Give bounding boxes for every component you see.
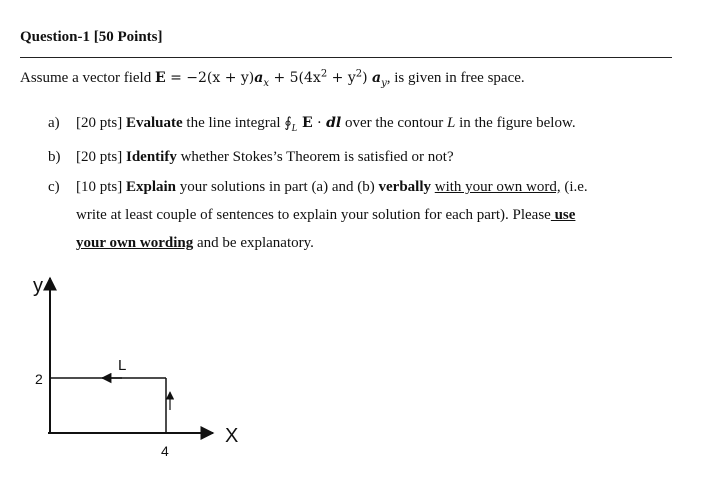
part-b-points: [20 pts] xyxy=(76,149,126,165)
part-a-text2: over the contour xyxy=(341,115,447,131)
contour-label: L xyxy=(118,357,127,374)
square-exponent-1: 2 xyxy=(320,68,328,80)
square-exponent-2: 2 xyxy=(355,68,363,80)
part-c xyxy=(48,179,588,196)
part-c-line3-text: and be explanatory. xyxy=(193,235,314,251)
field-expression-part4: ) xyxy=(362,70,373,86)
dot-operator: · xyxy=(312,115,327,131)
part-c-points: [10 pts] xyxy=(76,179,126,195)
field-expression-part1: = −2(x + y) xyxy=(165,70,255,86)
part-c-line3-emphasis: your own wording xyxy=(76,235,194,251)
part-c-underlined: with your own word, xyxy=(434,179,561,195)
integrand-E: E xyxy=(297,115,313,131)
part-b xyxy=(48,149,454,166)
x-axis-label: X xyxy=(225,425,239,447)
intro-suffix: , is given in free space. xyxy=(386,70,525,86)
part-a-label: a) xyxy=(48,115,60,131)
part-c-line3 xyxy=(76,235,314,252)
field-expression-part3: + y xyxy=(327,70,356,86)
unit-vector-x-sub: x xyxy=(263,77,269,89)
y-tick-label: 2 xyxy=(35,371,43,387)
field-symbol: E xyxy=(154,70,166,86)
part-c-label: c) xyxy=(48,179,60,195)
part-a-points: [20 pts] xyxy=(76,115,126,131)
line-integral-symbol: ∮ xyxy=(284,115,292,131)
intro-prefix: Assume a vector field xyxy=(20,70,155,86)
part-c-verb: Explain xyxy=(126,179,177,195)
part-c-text1: your solutions in part (a) and (b) xyxy=(176,179,379,195)
part-a xyxy=(48,115,576,132)
vector-field-expression xyxy=(154,68,387,89)
integrand-dl: dl xyxy=(326,115,342,131)
question-title: Question-1 [50 Points] xyxy=(20,29,163,45)
y-axis-label: y xyxy=(33,275,43,297)
contour-figure xyxy=(0,260,260,470)
unit-vector-x: a xyxy=(254,70,264,86)
line-integral-sub: L xyxy=(291,123,298,134)
title-divider xyxy=(20,57,672,58)
part-a-text1: the line integral xyxy=(182,115,285,131)
part-c-verb2: verbally xyxy=(378,179,431,195)
part-a-text3: in the figure below. xyxy=(455,115,576,131)
field-expression-part2: + 5(4x xyxy=(269,70,321,86)
unit-vector-y-sub: y xyxy=(381,77,387,89)
part-b-verb: Identify xyxy=(126,149,177,165)
x-tick-label: 4 xyxy=(161,443,169,459)
question-intro xyxy=(20,70,525,87)
part-c-line2-text: write at least couple of sentences to explain your solution for each part). Please xyxy=(76,207,551,223)
part-b-label: b) xyxy=(48,149,61,165)
part-c-line2-emphasis: use xyxy=(550,207,576,223)
unit-vector-y: a xyxy=(372,70,382,86)
part-b-text1: whether Stokes’s Theorem is satisfied or not? xyxy=(176,149,454,165)
part-c-line2 xyxy=(76,207,575,224)
part-c-text3: (i.e. xyxy=(560,179,588,195)
part-a-verb: Evaluate xyxy=(126,115,183,131)
contour-symbol: L xyxy=(447,115,456,131)
